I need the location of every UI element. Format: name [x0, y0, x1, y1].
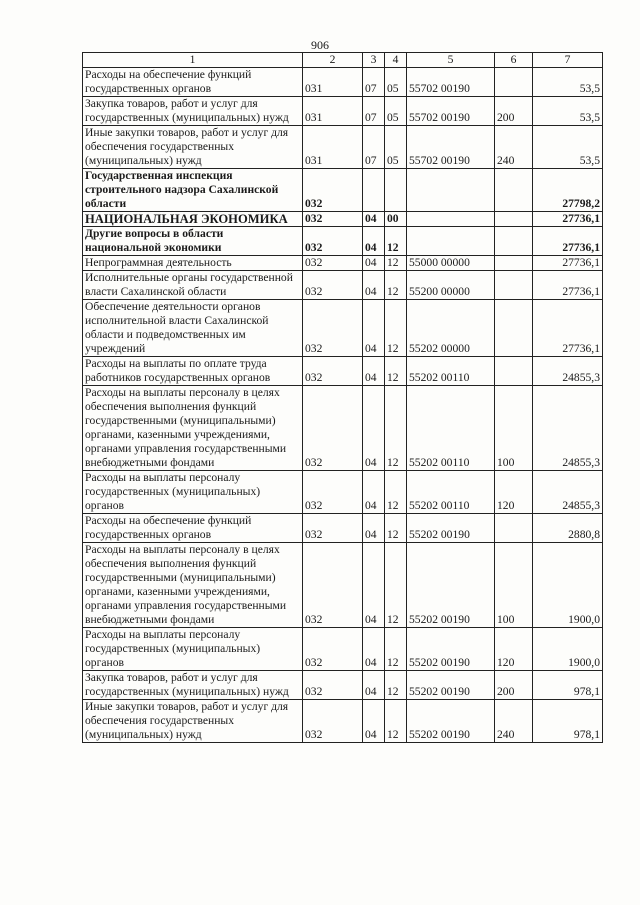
row-target-article-cell: 55202 00190 — [407, 543, 495, 628]
table-row — [83, 628, 603, 671]
row-ministry-code-cell: 031 — [303, 126, 363, 169]
table-row — [83, 169, 603, 212]
row-subsection-code-cell: 12 — [385, 300, 407, 357]
row-name-cell: Расходы на выплаты по оплате труда работников государственных органов — [83, 357, 303, 386]
row-ministry-code-cell: 032 — [303, 300, 363, 357]
row-amount-cell: 978,1 — [533, 671, 603, 700]
row-amount-cell: 24855,3 — [533, 386, 603, 471]
row-target-article-cell: 55202 00000 — [407, 300, 495, 357]
row-expense-type-cell: 240 — [495, 126, 533, 169]
row-subsection-code-cell: 12 — [385, 357, 407, 386]
row-section-code-cell: 07 — [363, 126, 385, 169]
row-ministry-code-cell: 032 — [303, 628, 363, 671]
row-ministry-code-cell: 032 — [303, 543, 363, 628]
table-row — [83, 227, 603, 256]
row-subsection-code-cell — [385, 169, 407, 212]
row-target-article-cell — [407, 169, 495, 212]
row-name-cell: Закупка товаров, работ и услуг для государственных (муниципальных) нужд — [83, 97, 303, 126]
row-subsection-code-cell: 05 — [385, 68, 407, 97]
row-expense-type-cell — [495, 227, 533, 256]
row-target-article-cell: 55202 00110 — [407, 471, 495, 514]
row-expense-type-cell: 120 — [495, 471, 533, 514]
row-expense-type-cell: 100 — [495, 543, 533, 628]
row-amount-cell: 1900,0 — [533, 628, 603, 671]
row-target-article-cell: 55202 00190 — [407, 671, 495, 700]
row-name-cell: Государственная инспекция строительного надзора Сахалинской области — [83, 169, 303, 212]
row-amount-cell: 27736,1 — [533, 212, 603, 227]
column-header: 6 — [495, 53, 533, 68]
row-section-code-cell: 04 — [363, 471, 385, 514]
row-ministry-code-cell: 032 — [303, 271, 363, 300]
row-section-code-cell: 04 — [363, 256, 385, 271]
row-amount-cell: 24855,3 — [533, 357, 603, 386]
table-row — [83, 386, 603, 471]
row-ministry-code-cell: 032 — [303, 386, 363, 471]
row-target-article-cell: 55702 00190 — [407, 126, 495, 169]
row-expense-type-cell — [495, 357, 533, 386]
row-ministry-code-cell: 031 — [303, 97, 363, 126]
row-subsection-code-cell: 12 — [385, 471, 407, 514]
row-subsection-code-cell: 12 — [385, 671, 407, 700]
row-name-cell: Другие вопросы в области национальной экономики — [83, 227, 303, 256]
row-expense-type-cell: 200 — [495, 671, 533, 700]
row-amount-cell: 27798,2 — [533, 169, 603, 212]
column-header: 4 — [385, 53, 407, 68]
row-name-cell: Расходы на обеспечение функций государственных органов — [83, 68, 303, 97]
row-subsection-code-cell: 05 — [385, 97, 407, 126]
row-section-code-cell: 04 — [363, 671, 385, 700]
row-ministry-code-cell: 032 — [303, 227, 363, 256]
row-subsection-code-cell: 12 — [385, 700, 407, 743]
row-section-code-cell: 04 — [363, 357, 385, 386]
table-row — [83, 514, 603, 543]
row-amount-cell: 27736,1 — [533, 271, 603, 300]
row-name-cell: Расходы на выплаты персоналу государственных (муниципальных) органов — [83, 471, 303, 514]
column-header: 2 — [303, 53, 363, 68]
row-expense-type-cell: 100 — [495, 386, 533, 471]
row-name-cell: Расходы на обеспечение функций государственных органов — [83, 514, 303, 543]
row-name-cell: Расходы на выплаты персоналу в целях обеспечения выполнения функций государственными (муниципальными) органами, казенными учреждениями, органами управления государственными внебюджетными фондами — [83, 386, 303, 471]
row-section-code-cell: 07 — [363, 97, 385, 126]
table-row — [83, 97, 603, 126]
page-number: 906 — [311, 38, 329, 52]
row-section-code-cell: 04 — [363, 514, 385, 543]
row-ministry-code-cell: 032 — [303, 212, 363, 227]
row-name-cell: Расходы на выплаты персоналу в целях обеспечения выполнения функций государственными (муниципальными) органами, казенными учреждениями, органами управления государственными внебюджетными фондами — [83, 543, 303, 628]
row-expense-type-cell — [495, 212, 533, 227]
row-expense-type-cell — [495, 271, 533, 300]
column-header: 1 — [83, 53, 303, 68]
table-row — [83, 271, 603, 300]
row-target-article-cell: 55202 00190 — [407, 514, 495, 543]
table-row — [83, 700, 603, 743]
row-amount-cell: 27736,1 — [533, 256, 603, 271]
row-name-cell: Расходы на выплаты персоналу государственных (муниципальных) органов — [83, 628, 303, 671]
row-ministry-code-cell: 032 — [303, 169, 363, 212]
row-section-code-cell: 04 — [363, 271, 385, 300]
row-expense-type-cell — [495, 256, 533, 271]
row-subsection-code-cell: 12 — [385, 386, 407, 471]
row-target-article-cell: 55202 00110 — [407, 386, 495, 471]
row-target-article-cell: 55702 00190 — [407, 97, 495, 126]
row-target-article-cell: 55202 00110 — [407, 357, 495, 386]
row-amount-cell: 978,1 — [533, 700, 603, 743]
row-ministry-code-cell: 032 — [303, 471, 363, 514]
row-ministry-code-cell: 032 — [303, 671, 363, 700]
row-subsection-code-cell: 12 — [385, 271, 407, 300]
row-expense-type-cell — [495, 68, 533, 97]
row-expense-type-cell: 240 — [495, 700, 533, 743]
row-section-code-cell: 04 — [363, 212, 385, 227]
row-expense-type-cell: 120 — [495, 628, 533, 671]
row-expense-type-cell — [495, 514, 533, 543]
table-row — [83, 212, 603, 227]
budget-table — [82, 52, 603, 743]
row-target-article-cell: 55702 00190 — [407, 68, 495, 97]
column-header: 7 — [533, 53, 603, 68]
row-name-cell: Иные закупки товаров, работ и услуг для обеспечения государственных (муниципальных) нужд — [83, 700, 303, 743]
row-amount-cell: 53,5 — [533, 126, 603, 169]
table-row — [83, 471, 603, 514]
row-subsection-code-cell: 00 — [385, 212, 407, 227]
row-target-article-cell: 55200 00000 — [407, 271, 495, 300]
row-target-article-cell: 55000 00000 — [407, 256, 495, 271]
row-section-code-cell: 04 — [363, 543, 385, 628]
row-amount-cell: 24855,3 — [533, 471, 603, 514]
row-amount-cell: 53,5 — [533, 97, 603, 126]
table-row — [83, 543, 603, 628]
row-ministry-code-cell: 032 — [303, 514, 363, 543]
row-ministry-code-cell: 032 — [303, 256, 363, 271]
row-target-article-cell: 55202 00190 — [407, 628, 495, 671]
row-amount-cell: 53,5 — [533, 68, 603, 97]
row-subsection-code-cell: 12 — [385, 227, 407, 256]
row-subsection-code-cell: 12 — [385, 628, 407, 671]
row-section-code-cell: 04 — [363, 227, 385, 256]
row-subsection-code-cell: 12 — [385, 514, 407, 543]
row-section-code-cell: 04 — [363, 700, 385, 743]
table-row — [83, 68, 603, 97]
row-section-code-cell: 07 — [363, 68, 385, 97]
row-section-code-cell: 04 — [363, 300, 385, 357]
row-expense-type-cell — [495, 169, 533, 212]
row-section-code-cell — [363, 169, 385, 212]
row-expense-type-cell: 200 — [495, 97, 533, 126]
row-amount-cell: 1900,0 — [533, 543, 603, 628]
row-amount-cell: 2880,8 — [533, 514, 603, 543]
row-subsection-code-cell: 05 — [385, 126, 407, 169]
table-row — [83, 256, 603, 271]
row-target-article-cell: 55202 00190 — [407, 700, 495, 743]
row-name-cell: Непрограммная деятельность — [83, 256, 303, 271]
table-row — [83, 300, 603, 357]
table-row — [83, 126, 603, 169]
row-name-cell: Исполнительные органы государственной власти Сахалинской области — [83, 271, 303, 300]
row-amount-cell: 27736,1 — [533, 300, 603, 357]
row-amount-cell: 27736,1 — [533, 227, 603, 256]
column-header: 3 — [363, 53, 385, 68]
row-name-cell: Иные закупки товаров, работ и услуг для обеспечения государственных (муниципальных) нужд — [83, 126, 303, 169]
row-subsection-code-cell: 12 — [385, 543, 407, 628]
row-name-cell: Обеспечение деятельности органов исполнительной власти Сахалинской области и подведомственных им учреждений — [83, 300, 303, 357]
row-ministry-code-cell: 032 — [303, 357, 363, 386]
row-ministry-code-cell: 032 — [303, 700, 363, 743]
row-name-cell: Закупка товаров, работ и услуг для государственных (муниципальных) нужд — [83, 671, 303, 700]
table-row — [83, 671, 603, 700]
row-expense-type-cell — [495, 300, 533, 357]
table-header-row — [83, 53, 603, 68]
table-row — [83, 357, 603, 386]
row-name-cell: НАЦИОНАЛЬНАЯ ЭКОНОМИКА — [83, 212, 303, 227]
column-header: 5 — [407, 53, 495, 68]
row-subsection-code-cell: 12 — [385, 256, 407, 271]
row-ministry-code-cell: 031 — [303, 68, 363, 97]
row-target-article-cell — [407, 227, 495, 256]
row-section-code-cell: 04 — [363, 628, 385, 671]
row-section-code-cell: 04 — [363, 386, 385, 471]
row-target-article-cell — [407, 212, 495, 227]
